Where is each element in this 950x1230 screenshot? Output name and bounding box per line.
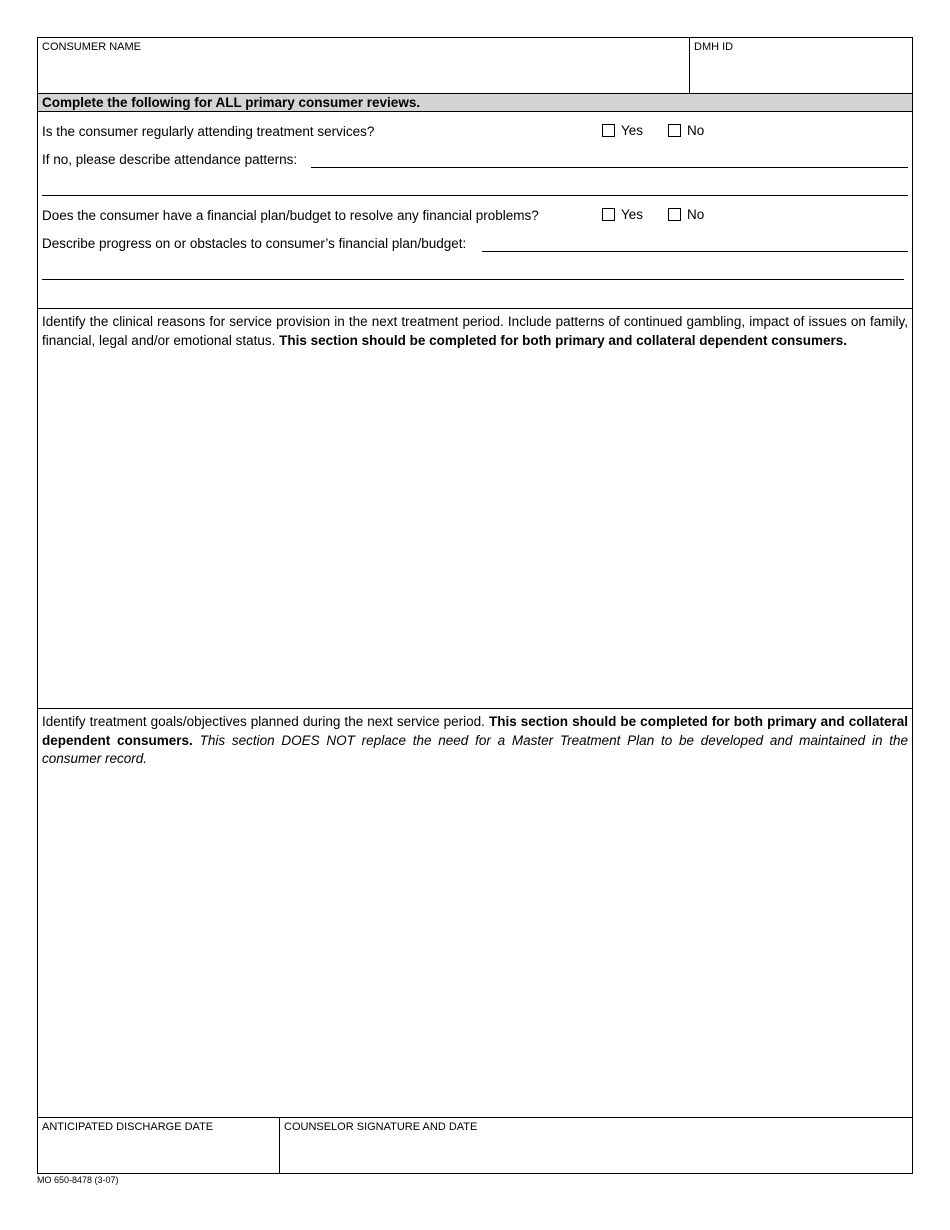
attendance-describe-label: If no, please describe attendance patterns:	[42, 152, 298, 167]
consumer-name-label: CONSUMER NAME	[42, 41, 142, 53]
treatment-goals-italic: This section DOES NOT replace the need for a Master Treatment Plan to be developed and maintained in the consumer record.	[42, 732, 908, 766]
review-form	[37, 37, 913, 1174]
checkbox-box[interactable]	[668, 208, 681, 221]
treatment-goals-section[interactable]	[38, 709, 912, 1118]
clinical-reasons-text: Identify the clinical reasons for service provision in the next treatment period. Include patterns of continued gambling, impact of issues on family, financial, legal and/or emotional status.	[42, 314, 908, 348]
primary-review-title: Complete the following for ALL primary consumer reviews.	[42, 95, 421, 110]
discharge-date-label: ANTICIPATED DISCHARGE DATE	[42, 1121, 214, 1133]
clinical-reasons-section[interactable]	[38, 309, 912, 709]
financial-yes-checkbox[interactable]	[602, 207, 643, 222]
yes-label: Yes	[621, 123, 644, 138]
attendance-describe-line-1[interactable]	[311, 167, 908, 168]
no-label: No	[687, 123, 705, 138]
consumer-name-field[interactable]	[38, 38, 690, 93]
checkbox-box[interactable]	[602, 124, 615, 137]
treatment-goals-bold: This section should be completed for both primary and collateral dependent consumers.	[42, 714, 908, 748]
form-number: MO 650-8478 (3-07)	[37, 1175, 119, 1185]
counselor-signature-field[interactable]	[280, 1118, 912, 1173]
primary-questions	[38, 112, 912, 309]
clinical-reasons-bold: This section should be completed for both primary and collateral dependent consumers.	[279, 332, 847, 348]
yes-label: Yes	[621, 207, 644, 222]
consumer-info-row	[38, 38, 912, 94]
no-label: No	[687, 207, 705, 222]
attendance-question: Is the consumer regularly attending treatment services?	[42, 124, 375, 139]
dmh-id-label: DMH ID	[694, 41, 734, 53]
checkbox-box[interactable]	[602, 208, 615, 221]
treatment-goals-instructions	[42, 713, 908, 769]
financial-progress-line-2[interactable]	[42, 279, 904, 280]
financial-progress-label: Describe progress on or obstacles to consumer’s financial plan/budget:	[42, 236, 467, 251]
dmh-id-field[interactable]	[690, 38, 912, 93]
treatment-goals-text: Identify treatment goals/objectives planned during the next service period.	[42, 714, 489, 729]
financial-no-checkbox[interactable]	[668, 207, 704, 222]
attendance-no-checkbox[interactable]	[668, 123, 704, 138]
financial-progress-line-1[interactable]	[482, 251, 908, 252]
financial-plan-question: Does the consumer have a financial plan/budget to resolve any financial problems?	[42, 208, 539, 223]
primary-review-header	[38, 94, 912, 112]
clinical-reasons-instructions	[42, 313, 908, 350]
attendance-describe-line-2[interactable]	[42, 195, 908, 196]
signature-row	[38, 1118, 912, 1173]
attendance-yes-checkbox[interactable]	[602, 123, 643, 138]
counselor-signature-label: COUNSELOR SIGNATURE AND DATE	[284, 1121, 478, 1133]
discharge-date-field[interactable]	[38, 1118, 280, 1173]
checkbox-box[interactable]	[668, 124, 681, 137]
